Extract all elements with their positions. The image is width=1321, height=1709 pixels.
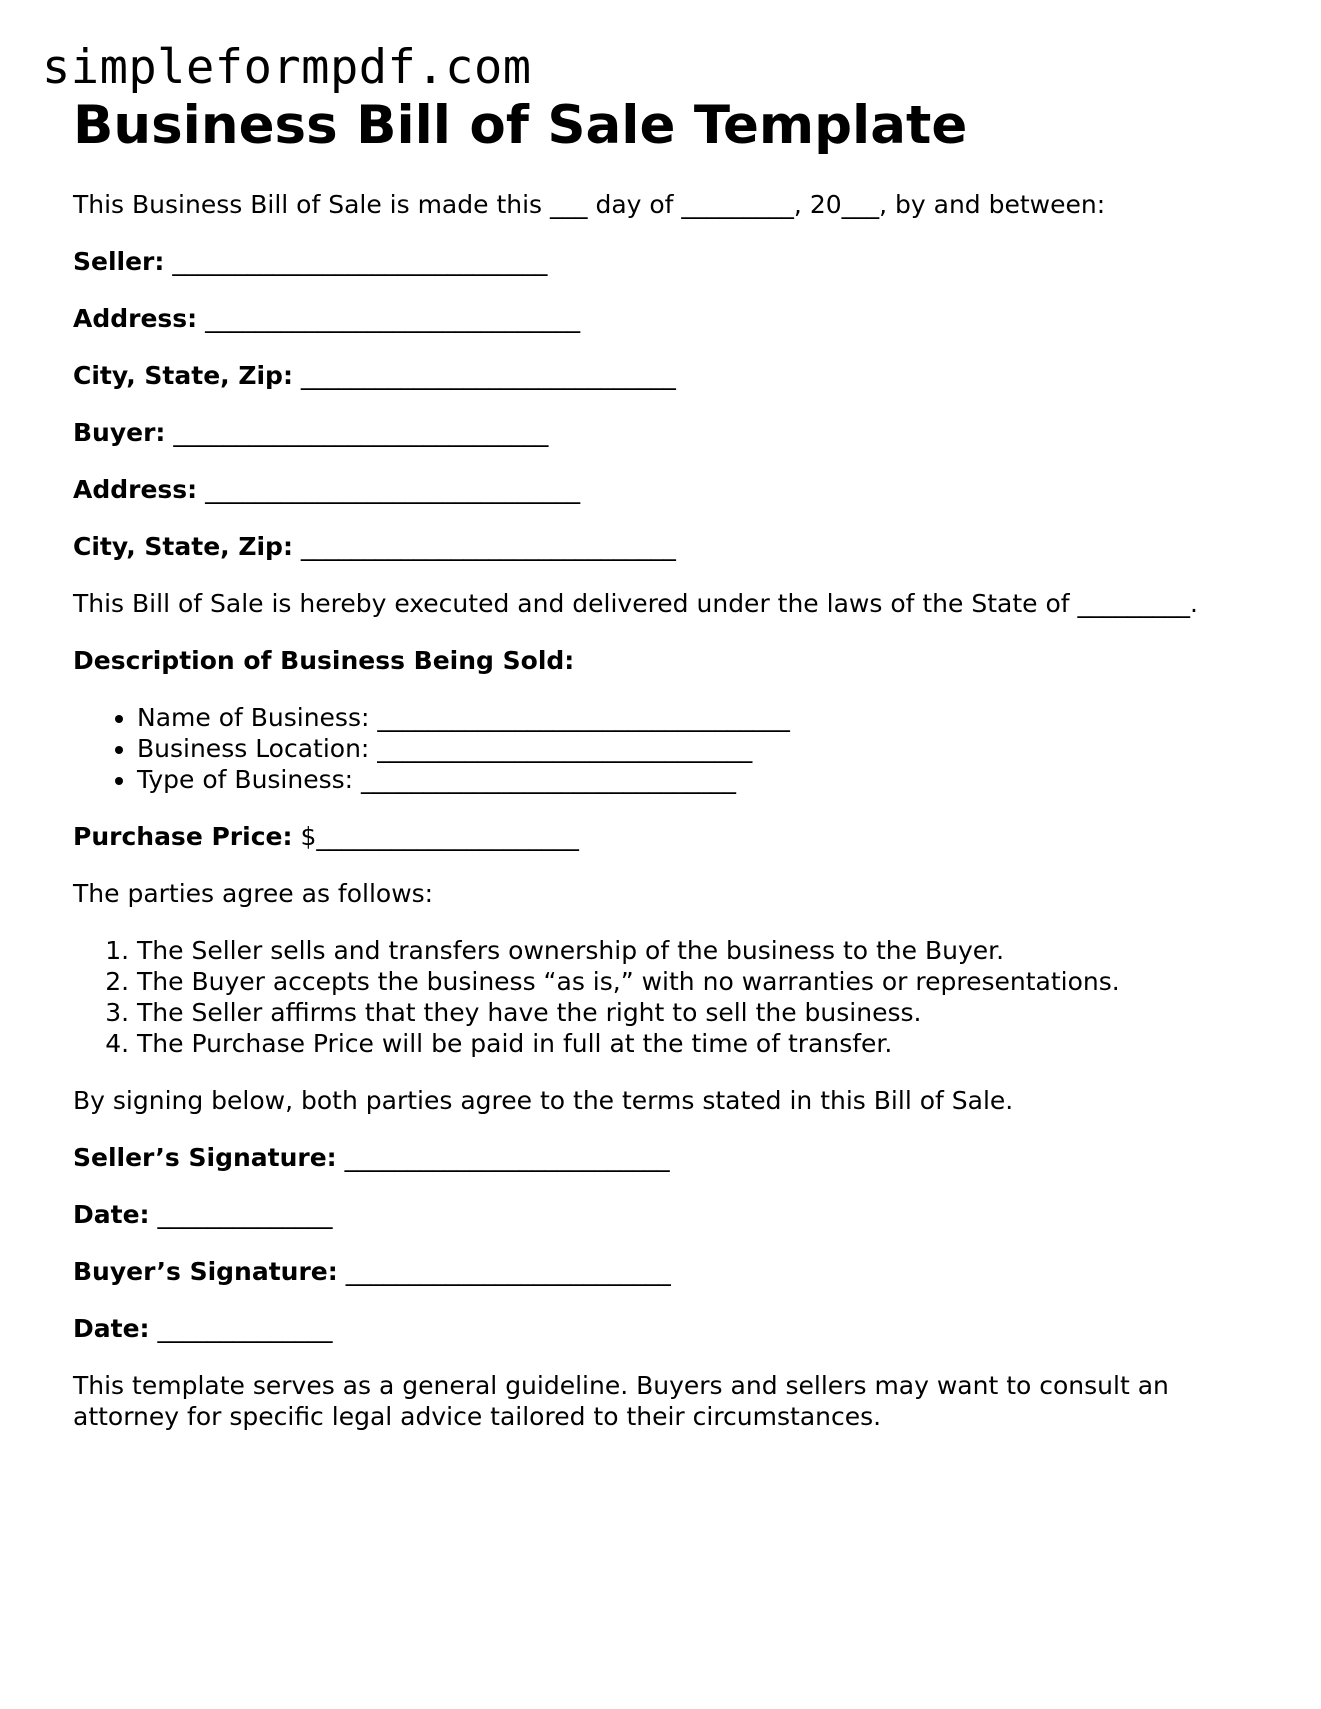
- term-item-2: 2. The Buyer accepts the business “as is,” with no warranties or representations.: [137, 966, 1273, 997]
- term-item-3: 3. The Seller affirms that they have the right to sell the business.: [137, 997, 1273, 1028]
- governing-law-paragraph: This Bill of Sale is hereby executed and delivered under the laws of the State of _________.: [73, 589, 1198, 618]
- buyer-name-blank: ______________________________: [173, 418, 549, 447]
- buyer-city-label: City, State, Zip:: [73, 532, 293, 561]
- seller-name-field: [73, 246, 1273, 277]
- purchase-price-blank: $_____________________: [300, 822, 579, 851]
- seller-date-blank: ______________: [157, 1200, 333, 1229]
- agreement-intro: The parties agree as follows:: [73, 879, 434, 908]
- buyer-date-blank: ______________: [157, 1314, 333, 1343]
- intro-paragraph: This Business Bill of Sale is made this ___ day of _________, 20___, by and between:: [73, 190, 1106, 219]
- seller-city-blank: ______________________________: [300, 361, 676, 390]
- business-description-list: [73, 702, 1273, 795]
- term-item-4: 4. The Purchase Price will be paid in full at the time of transfer.: [137, 1028, 1273, 1059]
- seller-date-field: [73, 1199, 1273, 1230]
- buyer-address-field: [73, 474, 1273, 505]
- purchase-price-label: Purchase Price:: [73, 822, 293, 851]
- list-item-business-name: • Name of Business: _________________________________: [137, 702, 1273, 733]
- seller-city-label: City, State, Zip:: [73, 361, 293, 390]
- purchase-price-field: [73, 821, 1273, 852]
- buyer-address-blank: ______________________________: [205, 475, 581, 504]
- buyer-name-label: Buyer:: [73, 418, 166, 447]
- seller-name-label: Seller:: [73, 247, 165, 276]
- buyer-signature-label: Buyer’s Signature:: [73, 1257, 338, 1286]
- seller-date-label: Date:: [73, 1200, 150, 1229]
- list-item-business-location: • Business Location: ______________________________: [137, 733, 1273, 764]
- buyer-signature-blank: __________________________: [345, 1257, 671, 1286]
- buyer-date-field: [73, 1313, 1273, 1344]
- seller-signature-field: [73, 1142, 1273, 1173]
- terms-list: [73, 935, 1273, 1059]
- disclaimer-paragraph: This template serves as a general guideline. Buyers and sellers may want to consult an attorney for specific legal advice tailored to their circumstances.: [73, 1371, 1169, 1431]
- buyer-signature-field: [73, 1256, 1273, 1287]
- term-item-1: 1. The Seller sells and transfers ownership of the business to the Buyer.: [137, 935, 1273, 966]
- seller-city-field: [73, 360, 1273, 391]
- seller-address-label: Address:: [73, 304, 198, 333]
- seller-signature-blank: __________________________: [344, 1143, 670, 1172]
- seller-signature-label: Seller’s Signature:: [73, 1143, 337, 1172]
- description-heading: Description of Business Being Sold:: [73, 646, 575, 675]
- buyer-date-label: Date:: [73, 1314, 150, 1343]
- buyer-city-field: [73, 531, 1273, 562]
- watermark: simpleformpdf.com: [42, 40, 532, 95]
- document-page: [73, 94, 1273, 1432]
- buyer-name-field: [73, 417, 1273, 448]
- signing-intro: By signing below, both parties agree to the terms stated in this Bill of Sale.: [73, 1086, 1014, 1115]
- seller-name-blank: ______________________________: [172, 247, 548, 276]
- buyer-city-blank: ______________________________: [300, 532, 676, 561]
- seller-address-field: [73, 303, 1273, 334]
- list-item-business-type: • Type of Business: ______________________________: [137, 764, 1273, 795]
- page-title: Business Bill of Sale Template: [73, 95, 968, 156]
- seller-address-blank: ______________________________: [205, 304, 581, 333]
- buyer-address-label: Address:: [73, 475, 198, 504]
